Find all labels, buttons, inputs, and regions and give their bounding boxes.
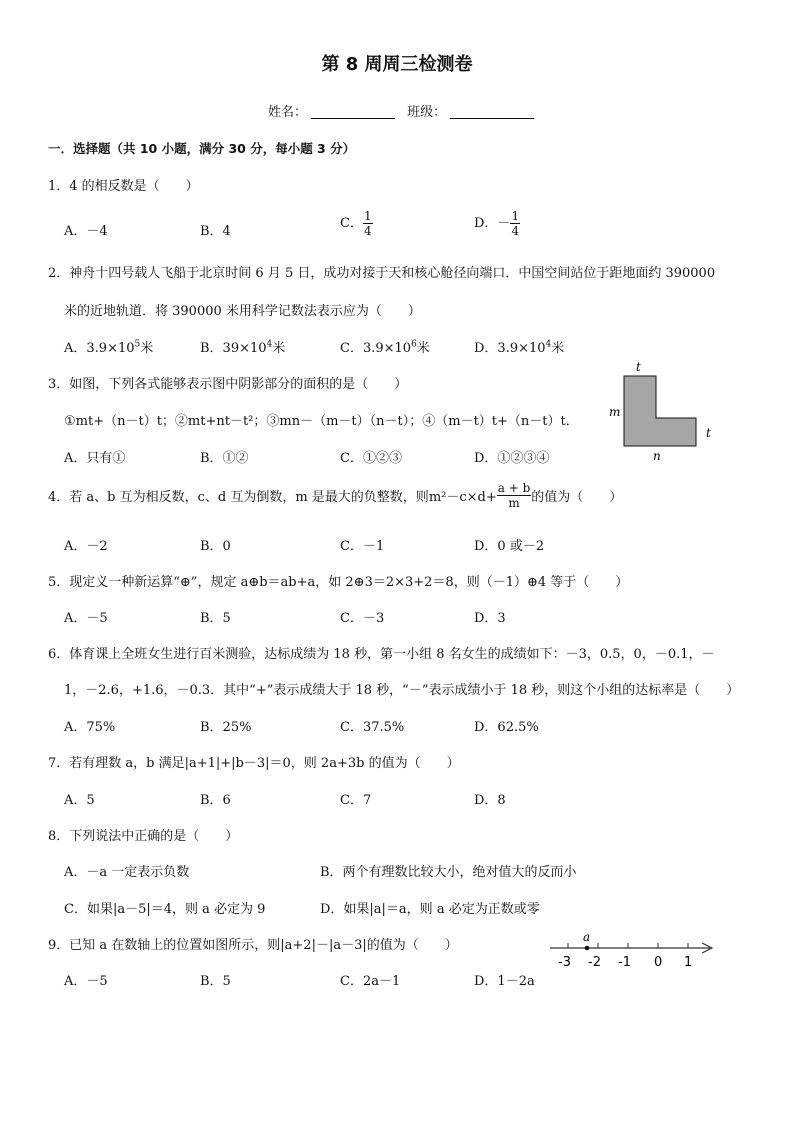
q1-option-d-label: D．－: [474, 216, 511, 231]
q2-option-d[interactable]: D．$3.9\times 10^4$米: [474, 339, 565, 356]
tick-label: -3: [558, 955, 571, 970]
tick-label: -2: [588, 955, 601, 970]
q7-option-a[interactable]: A．5: [64, 793, 95, 808]
q4-fraction: $\frac{a + b}{m}$: [497, 481, 531, 510]
q7-option-c[interactable]: C．7: [340, 793, 372, 808]
q4-option-d[interactable]: D．0 或－2: [474, 539, 545, 554]
q4-option-c[interactable]: C．－1: [340, 539, 385, 554]
q9-option-a[interactable]: A．－5: [64, 974, 108, 989]
q8-option-d[interactable]: D．如果|a|＝a，则 a 必定为正数或零: [320, 902, 540, 917]
question-2-line-2: 米的近地轨道．将 390000 米用科学记数法表示应为（ ）: [64, 304, 421, 319]
l-shape-figure: [600, 358, 730, 464]
tick-label: 0: [654, 955, 663, 970]
question-6-line-2: 1，－2.6，+1.6，－0.3．其中“+”表示成绩大于 18 秒，“－”表示成绩小于 18 秒，则这个小组的达标率是（ ）: [64, 683, 740, 698]
point-a: [585, 946, 590, 951]
q6-option-b[interactable]: B．25%: [200, 720, 252, 735]
q1-option-c-fraction: $\frac{1}{4}$: [363, 209, 372, 238]
student-info-line: [268, 101, 538, 120]
q3-option-d[interactable]: D．①②③④: [474, 451, 550, 466]
q4-option-a[interactable]: A．－2: [64, 539, 108, 554]
q5-option-a[interactable]: A．－5: [64, 611, 108, 626]
q7-option-d[interactable]: D．8: [474, 793, 506, 808]
q9-option-d[interactable]: D．1－2a: [474, 974, 535, 989]
tick-label: 1: [684, 955, 693, 970]
question-6-line-1: 6．体育课上全班女生进行百米测验，达标成绩为 18 秒，第一小组 8 名女生的成绩如下：－3，0.5，0，－0.1，－: [48, 647, 715, 662]
figure-label-t-top: t: [636, 360, 641, 374]
question-1-text: 1．4 的相反数是（ ）: [48, 179, 199, 194]
q4-option-b[interactable]: B．0: [200, 539, 231, 554]
q9-option-c[interactable]: C．2a－1: [340, 974, 401, 989]
class-label: 班级：: [407, 105, 447, 120]
number-line-figure: [546, 928, 718, 974]
q3-option-b[interactable]: B．①②: [200, 451, 249, 466]
class-blank[interactable]: [450, 104, 534, 119]
q6-option-a[interactable]: A．75%: [64, 720, 116, 735]
question-2-line-1: 2．神舟十四号载人飞船于北京时间 6 月 5 日，成功对接于天和核心舱径向端口．中国空间站位于距地面约 390000: [48, 266, 716, 281]
q9-option-b[interactable]: B．5: [200, 974, 231, 989]
question-7-text: 7．若有理数 a，b 满足|a+1|+|b－3|＝0，则 2a+3b 的值为（ ）: [48, 756, 460, 771]
figure-label-m: m: [609, 405, 621, 419]
q6-option-d[interactable]: D．62.5%: [474, 720, 539, 735]
question-8-text: 8．下列说法中正确的是（ ）: [48, 829, 239, 844]
q1-option-c[interactable]: [340, 210, 373, 237]
question-9-text: 9．已知 a 在数轴上的位置如图所示，则|a+2|－|a－3|的值为（ ）: [48, 938, 458, 953]
l-shape-shaded-region: [624, 376, 696, 446]
q4-formula: m²－c×d+: [428, 490, 497, 505]
tick-label: -1: [618, 955, 631, 970]
q1-option-d[interactable]: [474, 210, 520, 237]
figure-label-n: n: [653, 449, 661, 463]
q1-option-a[interactable]: A．－4: [64, 224, 108, 239]
q6-option-c[interactable]: C．37.5%: [340, 720, 405, 735]
question-4-text: 4．若 a、b 互为相反数，c、d 互为倒数，m 是最大的负整数，则m²－c×d+ $\frac{a + b}{m}$ 的值为（ ）: [48, 481, 623, 510]
question-5-text: 5．现定义一种新运算“⊕”，规定 a⊕b＝ab+a，如 2⊕3＝2×3+2＝8，则（－1）⊕4 等于（ ）: [48, 575, 629, 590]
q3-option-a[interactable]: A．只有①: [64, 451, 126, 466]
question-3-text: 3．如图，下列各式能够表示图中阴影部分的面积的是（ ）: [48, 377, 408, 392]
figure-label-t-right: t: [706, 426, 711, 440]
q5-option-c[interactable]: C．－3: [340, 611, 385, 626]
q8-option-b[interactable]: B．两个有理数比较大小，绝对值大的反而小: [320, 865, 577, 880]
q1-option-b[interactable]: B．4: [200, 224, 231, 239]
name-blank[interactable]: [311, 104, 395, 119]
name-label: 姓名：: [268, 105, 308, 120]
q8-option-a[interactable]: A．－a 一定表示负数: [64, 865, 190, 880]
section-heading: 一．选择题（共 10 小题，满分 30 分，每小题 3 分）: [48, 141, 356, 156]
q1-option-c-label: C．: [340, 216, 363, 231]
q1-option-d-fraction: $\frac{1}{4}$: [511, 209, 520, 238]
q2-option-b[interactable]: B．$39\times 10^4$米: [200, 339, 286, 356]
q8-option-c[interactable]: C．如果|a－5|＝4，则 a 必定为 9: [64, 902, 266, 917]
q7-option-b[interactable]: B．6: [200, 793, 231, 808]
point-a-label: a: [583, 930, 591, 944]
page-title: 第 8 周周三检测卷: [321, 54, 473, 75]
q5-option-d[interactable]: D．3: [474, 611, 506, 626]
q2-option-c[interactable]: C．$3.9\times 10^6$米: [340, 339, 430, 356]
question-3-expressions: ①mt+（n－t）t；②mt+nt－t²；③mn－（m－t）（n－t）；④（m－t）t+（n－t）t．: [64, 414, 579, 429]
q5-option-b[interactable]: B．5: [200, 611, 231, 626]
q3-option-c[interactable]: C．①②③: [340, 451, 402, 466]
q2-option-a[interactable]: A．$3.9\times 10^5$米: [64, 339, 154, 356]
